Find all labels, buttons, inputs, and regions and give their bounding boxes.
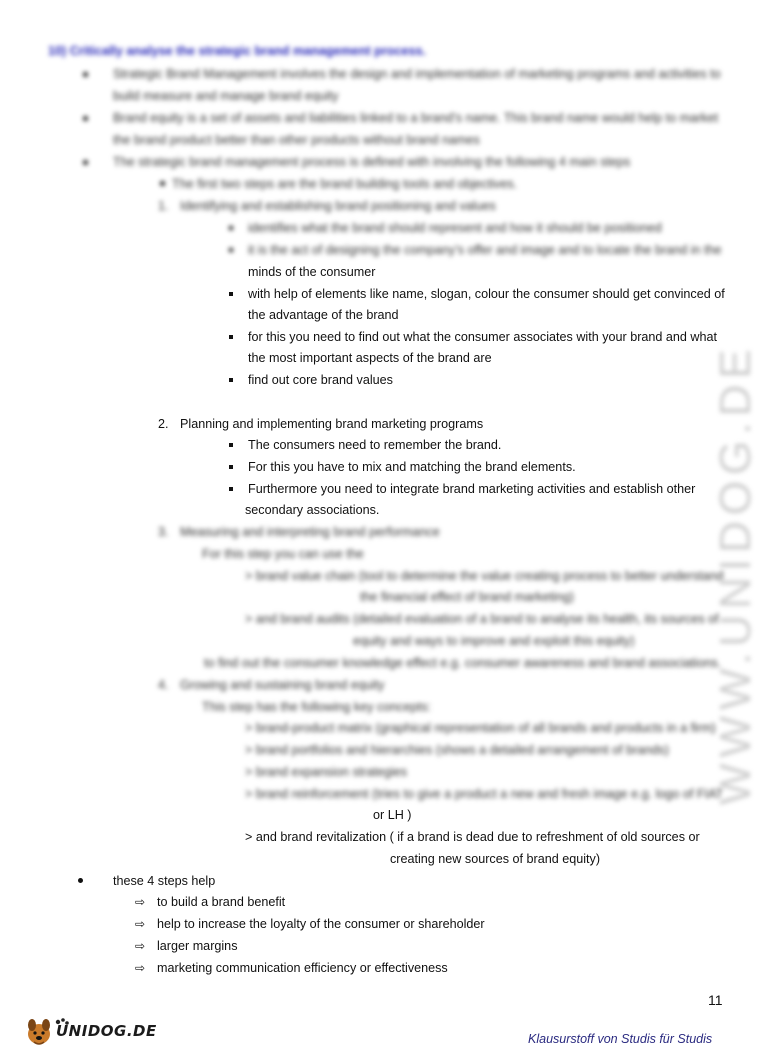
square-bullet bbox=[229, 226, 233, 230]
step4-intro: This step has the following key concepts: bbox=[202, 700, 431, 714]
step4-line: > and brand revitalization ( if a brand is dead due to refreshment of old sources or bbox=[245, 830, 700, 844]
summary-item: larger margins bbox=[157, 939, 238, 953]
step3-line: equity and ways to improve and exploit this equity) bbox=[353, 634, 635, 648]
sub-bullet-dot bbox=[160, 181, 165, 186]
bullet-dot bbox=[78, 878, 83, 883]
footer-text: Klausurstoff von Studis für Studis bbox=[528, 1032, 713, 1046]
bullet-dot bbox=[83, 160, 88, 165]
step1-item: for this you need to find out what the consumer associates with your brand and what bbox=[248, 330, 718, 344]
square-bullet bbox=[229, 292, 233, 296]
step-number: 1. bbox=[158, 199, 169, 213]
step1-item: the advantage of the brand bbox=[248, 308, 399, 322]
step2-item: For this you have to mix and matching the brand elements. bbox=[248, 460, 576, 474]
arrow-icon: ⇨ bbox=[135, 961, 146, 975]
step1-item: the most important aspects of the brand are bbox=[248, 351, 492, 365]
step4-line: > brand-product matrix (graphical representation of all brands and products in a firm) bbox=[245, 721, 716, 735]
bullet-text: Strategic Brand Management involves the design and implementation of marketing programs and activities to bbox=[113, 67, 721, 81]
arrow-icon: ⇨ bbox=[135, 917, 146, 931]
square-bullet bbox=[229, 443, 233, 447]
square-bullet bbox=[229, 487, 233, 491]
summary-item: marketing communication efficiency or effectiveness bbox=[157, 961, 448, 975]
step1-item: minds of the consumer bbox=[248, 265, 376, 279]
square-bullet bbox=[229, 335, 233, 339]
step1-item: with help of elements like name, slogan, colour the consumer should get convinced of bbox=[248, 287, 725, 301]
step-label: Identifying and establishing brand positioning and values bbox=[180, 199, 496, 213]
step-label: Measuring and interpreting brand performance bbox=[180, 525, 440, 539]
step3-line: > brand value chain (tool to determine the value creating process to better understand bbox=[245, 569, 724, 583]
square-bullet bbox=[229, 465, 233, 469]
step-number: 2. bbox=[158, 417, 169, 431]
step1-item: identifies what the brand should represent and how it should be positioned bbox=[248, 221, 662, 235]
step2-item: The consumers need to remember the brand. bbox=[248, 438, 502, 452]
step2-item: Furthermore you need to integrate brand marketing activities and establish other bbox=[248, 482, 696, 496]
step4-line: creating new sources of brand equity) bbox=[390, 852, 601, 866]
bullet-text: build measure and manage brand equity bbox=[113, 89, 339, 103]
arrow-icon: ⇨ bbox=[135, 939, 146, 953]
summary-item: to build a brand benefit bbox=[157, 895, 286, 909]
step3-line: the financial effect of brand marketing) bbox=[360, 590, 574, 604]
arrow-icon: ⇨ bbox=[135, 895, 146, 909]
page-number: 11 bbox=[708, 992, 723, 1008]
step3-line: to find out the consumer knowledge effect e.g. consumer awareness and brand associations. bbox=[204, 656, 722, 670]
square-bullet bbox=[229, 248, 233, 252]
bullet-text: the brand product better than other products without brand names bbox=[113, 133, 480, 147]
step2-item: secondary associations. bbox=[245, 503, 380, 517]
step4-line: or LH ) bbox=[373, 808, 412, 822]
step1-item: find out core brand values bbox=[248, 373, 393, 387]
bullet-dot bbox=[83, 116, 88, 121]
intro-sub-text: The first two steps are the brand building tools and objectives. bbox=[172, 177, 518, 191]
step4-line: > brand reinforcement (tries to give a product a new and fresh image e.g. logo of FIAT bbox=[245, 787, 724, 801]
step4-line: > brand expansion strategies bbox=[245, 765, 408, 779]
bullet-dot bbox=[83, 72, 88, 77]
step3-line: > and brand audits (detailed evaluation of a brand to analyse its health, its sources of bbox=[245, 612, 719, 626]
step-number: 3. bbox=[158, 525, 169, 539]
logo-text: UNIDOG.DE bbox=[56, 1022, 157, 1040]
summary-label: these 4 steps help bbox=[113, 874, 216, 888]
step-label: Growing and sustaining brand equity bbox=[180, 678, 385, 692]
step4-line: > brand portfolios and hierarchies (shows a detailed arrangement of brands) bbox=[245, 743, 669, 757]
bullet-text: Brand equity is a set of assets and liabilities linked to a brand’s name. This brand name would help to market bbox=[113, 111, 719, 125]
bullet-text: The strategic brand management process is defined with involving the following 4 main steps bbox=[113, 155, 631, 169]
step1-item: it is the act of designing the company’s offer and image and to locate the brand in the bbox=[248, 243, 722, 257]
page-title: 10) Critically analyse the strategic brand management process. bbox=[48, 44, 426, 58]
square-bullet bbox=[229, 378, 233, 382]
watermark: WWW.UNIDOG.DE bbox=[711, 343, 760, 805]
summary-item: help to increase the loyalty of the consumer or shareholder bbox=[157, 917, 485, 931]
step-number: 4. bbox=[158, 678, 169, 692]
step3-intro: For this step you can use the bbox=[202, 547, 364, 561]
step-label: Planning and implementing brand marketing programs bbox=[180, 417, 484, 431]
